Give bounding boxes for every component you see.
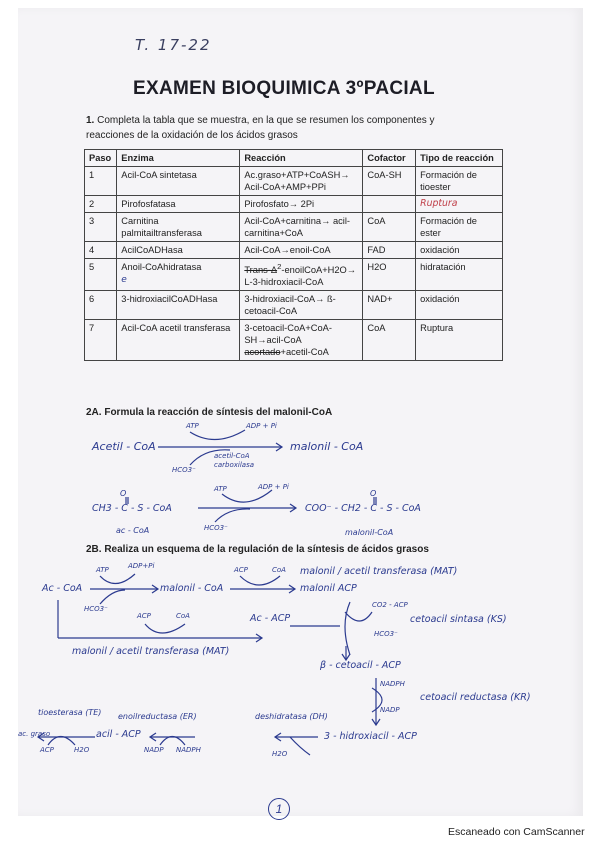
cell-enzima: Acil-CoA sintetasa — [117, 167, 240, 196]
cell-tipo: oxidación — [416, 291, 503, 320]
acp-coa-curve — [240, 576, 280, 585]
header-tipo: Tipo de reacción — [416, 150, 503, 167]
er-label: enoilreductasa (ER) — [118, 712, 197, 721]
cell-cofactor: NAD+ — [363, 291, 416, 320]
superscript: 2 — [277, 262, 282, 271]
h2o-curve — [290, 737, 310, 755]
co2-acp-label: CO2 - ACP — [372, 601, 408, 609]
page-title: EXAMEN BIOQUIMICA 3ºPACIAL — [133, 78, 435, 99]
hco3-label-2: HCO3⁻ — [204, 524, 228, 532]
cell-reaccion: Acil-CoA→enoil-CoA — [240, 242, 363, 259]
handwritten-correction: e — [121, 275, 127, 285]
nadph-label: NADPH — [380, 680, 405, 688]
hco3-curve-b — [100, 590, 125, 604]
b-cetoacil-label: β - cetoacil - ACP — [320, 660, 401, 671]
nadph-label-b: NADPH — [176, 746, 201, 754]
malonyl-structure: COO⁻ - CH2 - C - S - CoA — [305, 503, 421, 514]
hco3-curve-2 — [215, 509, 250, 522]
ks-label: cetoacil sintasa (KS) — [410, 614, 507, 625]
acp-label: ACP — [234, 566, 248, 574]
kr-label: cetoacil reductasa (KR) — [420, 692, 531, 703]
atp-label-b: ATP — [96, 566, 109, 574]
acp-label-2: ACP — [137, 612, 151, 620]
malonil-acp-label: malonil ACP — [300, 583, 357, 594]
oxygen-label: O — [120, 489, 127, 498]
hidroxiacil-label: 3 - hidroxiacil - ACP — [324, 731, 417, 742]
cell-reaccion: Ac.graso+ATP+CoASH→ Acil-CoA+AMP+PPi — [240, 167, 363, 196]
atp-label: ATP — [186, 422, 199, 430]
nadph-curve-b — [160, 737, 185, 746]
cell-tipo: Ruptura — [416, 320, 503, 361]
adp-label-2: ADP + Pi — [258, 483, 289, 491]
mat-label-2: malonil / acetil transferasa (MAT) — [72, 646, 230, 657]
cell-cofactor: FAD — [363, 242, 416, 259]
cell-tipo: Ruptura — [416, 196, 503, 213]
ac-acp-label: Ac - ACP — [250, 613, 291, 624]
cell-cofactor: CoA-SH — [363, 167, 416, 196]
nadp-label-b: NADP — [144, 746, 164, 754]
cell-paso: 4 — [85, 242, 117, 259]
cell-enzima: Pirofosfatasa — [117, 196, 240, 213]
reaccion-text: 3-cetoacil-CoA+CoA-SH→acil-CoA — [244, 323, 332, 346]
atp-label-2: ATP — [214, 485, 227, 493]
question-2a-heading: 2A. Formula la reacción de síntesis del malonil-CoA — [86, 407, 333, 418]
question-1-number: 1. — [86, 115, 95, 126]
cell-reaccion: 3-hidroxiacil-CoA→ ß-cetoacil-CoA — [240, 291, 363, 320]
co2-curve — [345, 612, 372, 621]
hco3-label-c: HCO3⁻ — [374, 630, 398, 638]
cell-paso: 6 — [85, 291, 117, 320]
header-paso: Paso — [85, 150, 117, 167]
header-reaccion: Reacción — [240, 150, 363, 167]
acetil-coa-label: Acetil - CoA — [92, 440, 156, 453]
cell-tipo: hidratación — [416, 259, 503, 291]
atp-curve — [190, 430, 245, 440]
ac-coa-label: ac - CoA — [116, 526, 150, 535]
enzima-text: Anoil-CoAhidratasa — [121, 262, 202, 272]
oxygen-label-2: O — [370, 489, 377, 498]
ac-coa-label-b: Ac - CoA — [42, 583, 83, 594]
cell-reaccion: Acil-CoA+carnitina→ acil-carnitina+CoA — [240, 213, 363, 242]
page-number: 1 — [268, 798, 290, 820]
cell-paso: 1 — [85, 167, 117, 196]
acil-acp-label: acil - ACP — [96, 729, 141, 740]
scanner-footer: Escaneado con CamScanner — [448, 826, 585, 838]
struck-text: Trans-Δ — [244, 265, 278, 276]
dh-label: deshidratasa (DH) — [255, 712, 328, 721]
malonil-coa-label-b: malonil - CoA — [160, 583, 224, 594]
cell-cofactor: CoA — [363, 213, 416, 242]
cell-paso: 2 — [85, 196, 117, 213]
reaccion-text-rest: +acetil-CoA — [280, 347, 329, 358]
coa-label: CoA — [272, 566, 286, 574]
adp-label: ADP + Pi — [246, 422, 277, 430]
reaccion-text: -enoilCoA+H2O→ L-3-hidroxiacil-CoA — [244, 265, 357, 288]
acp-label-3: ACP — [40, 746, 54, 754]
malonil-coa-label: malonil - CoA — [290, 440, 364, 453]
h2o-label-b: H2O — [272, 750, 288, 758]
struck-text: acortado — [244, 347, 281, 358]
nadp-label: NADP — [380, 706, 400, 714]
cell-paso: 3 — [85, 213, 117, 242]
cell-cofactor: CoA — [363, 320, 416, 361]
h2o-label: H2O — [74, 746, 90, 754]
hco3-label-b: HCO3⁻ — [84, 605, 108, 613]
mat-label: malonil / acetil transferasa (MAT) — [300, 566, 458, 577]
cell-enzima: AcilCoADHasa — [117, 242, 240, 259]
top-note: T. 17-22 — [135, 36, 212, 54]
cell-enzima: Acil-CoA acetil transferasa — [117, 320, 240, 361]
ac-graso-label: ac. graso — [18, 730, 51, 738]
coa-label-2: CoA — [176, 612, 190, 620]
adp-label-b: ADP+Pi — [128, 562, 155, 570]
enzyme-label-2: carboxilasa — [214, 461, 255, 469]
enzyme-label-1: acetil-CoA — [214, 452, 250, 460]
acetyl-structure: CH3 - C - S - CoA — [92, 503, 172, 514]
cell-tipo: Formación de ester — [416, 213, 503, 242]
acp-coa-curve-2 — [145, 624, 185, 633]
cell-tipo: oxidación — [416, 242, 503, 259]
hco3-label: HCO3⁻ — [172, 466, 196, 474]
te-label: tioesterasa (TE) — [38, 708, 102, 717]
header-enzima: Enzima — [117, 150, 240, 167]
cell-cofactor: H2O — [363, 259, 416, 291]
acp-h2o-curve — [48, 737, 75, 746]
cell-reaccion: Pirofosfato→ 2Pi — [240, 196, 363, 213]
cell-paso: 7 — [85, 320, 117, 361]
cell-paso: 5 — [85, 259, 117, 291]
malonil-coa-label-2: malonil-CoA — [345, 528, 394, 537]
cell-enzima: Carnitina palmitailtransferasa — [117, 213, 240, 242]
cell-tipo: Formación de tioester — [416, 167, 503, 196]
cell-enzima: 3-hidroxiacilCoADHasa — [117, 291, 240, 320]
header-cofactor: Cofactor — [363, 150, 416, 167]
question-1-text: Completa la tabla que se muestra, en la que se resumen los componentes y reacciones de la oxidación de los ácidos grasos — [86, 115, 435, 141]
atp-curve-2 — [222, 490, 272, 502]
question-2b-heading: 2B. Realiza un esquema de la regulación de la síntesis de ácidos grasos — [86, 544, 429, 555]
atp-curve-b — [100, 574, 135, 584]
